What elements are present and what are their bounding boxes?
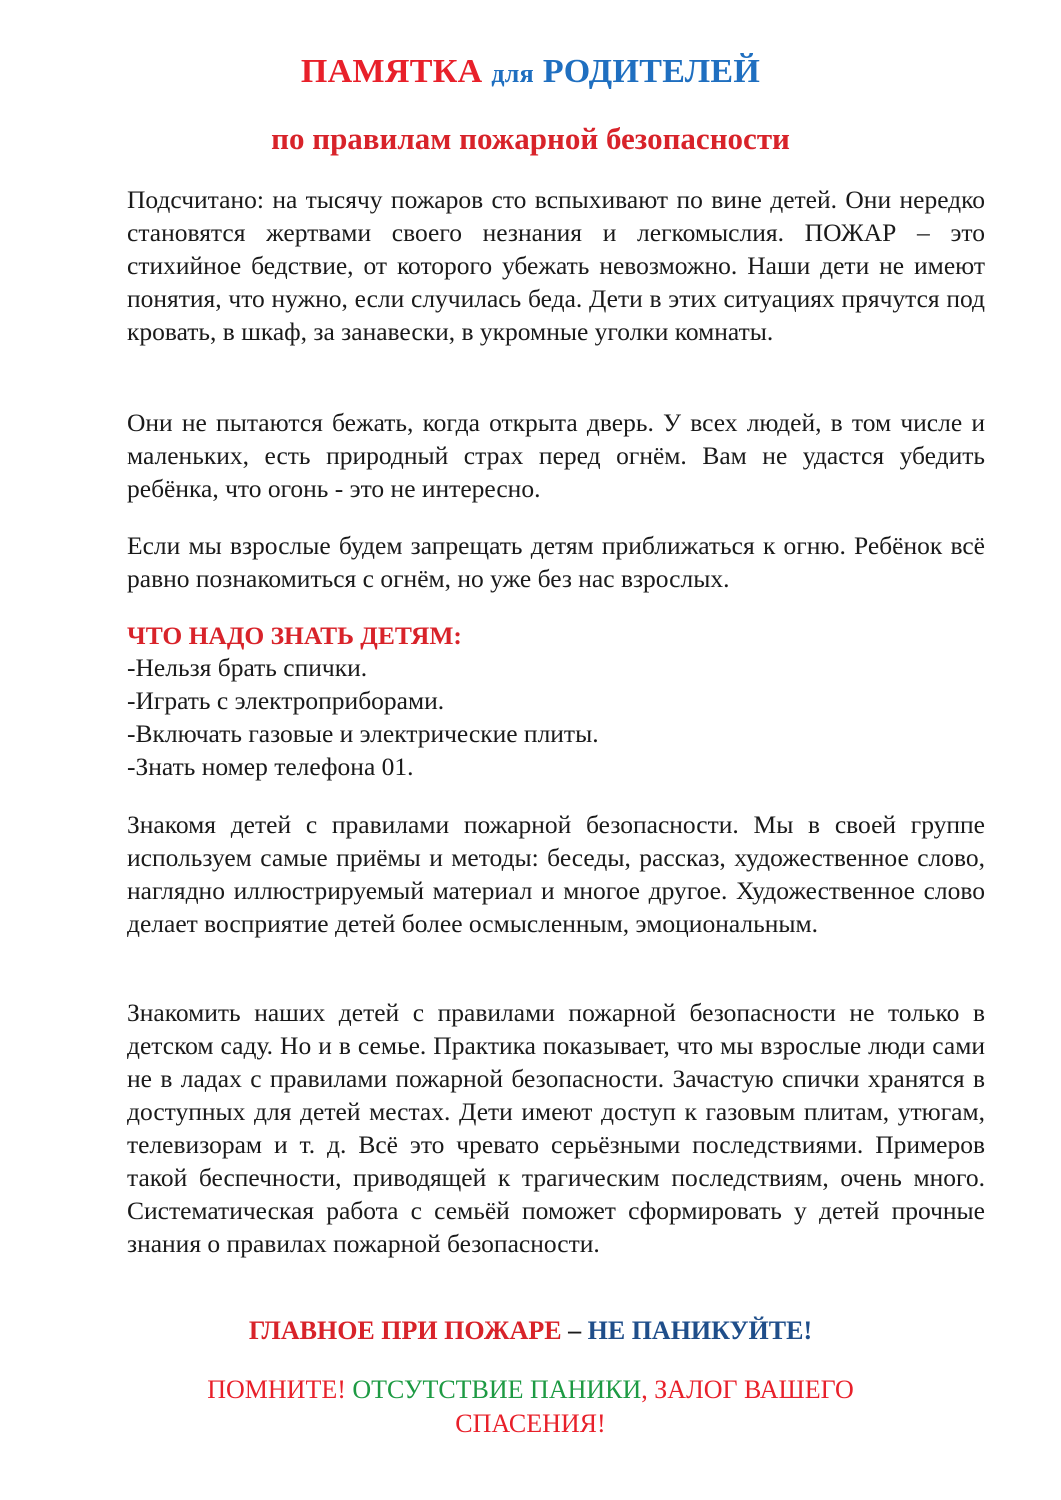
paragraph-prohibit: Если мы взрослые будем запрещать детям приближаться к огню. Ребёнок всё равно познакомиться с огнём, но уже без нас взрослых.	[127, 531, 985, 593]
remember-red-2: , ЗАЛОГ ВАШЕГО СПАСЕНИЯ!	[455, 1375, 854, 1438]
know-list	[127, 651, 599, 783]
main-rule	[0, 1314, 1061, 1348]
paragraph-methods: Знакомя детей с правилами пожарной безопасности. Мы в своей группе используем самые приёмы и методы: беседы, рассказ, художественное слово, наглядно иллюстрируемый материал и многое другое. Художественное слово делает восприятие детей более осмысленным, эмоциональным.	[127, 810, 985, 938]
title-word-dlya: для	[491, 59, 535, 88]
page-subtitle: по правилам пожарной безопасности	[271, 121, 790, 156]
page-title	[0, 52, 1061, 94]
list-item: -Нельзя брать спички.	[127, 653, 368, 682]
remember-red-1: ПОМНИТЕ!	[207, 1375, 353, 1404]
paragraph-fear: Они не пытаются бежать, когда открыта дверь. У всех людей, в том числе и маленьких, есть природный страх перед огнём. Вам не удастся убедить ребёнка, что огонь - это не интересно.	[127, 408, 985, 503]
main-rule-red: ГЛАВНОЕ ПРИ ПОЖАРЕ	[248, 1316, 562, 1345]
know-heading: ЧТО НАДО ЗНАТЬ ДЕТЯМ:	[127, 621, 462, 650]
list-item: -Знать номер телефона 01.	[127, 752, 414, 781]
paragraph-family: Знакомить наших детей с правилами пожарной безопасности не только в детском саду. Но и в семье. Практика показывает, что мы взрослые люди сами не в ладах с правилами пожарной безопасности. Зачастую спички хранятся в доступных для детей местах. Дети имеют доступ к газовым плитам, утюгам, телевизорам и т. д. Всё это чревато серьёзными последствиями. Примеров такой беспечности, приводящей к трагическим последствиям, очень много. Систематическая работа с семьёй поможет сформировать у детей прочные знания о правилах пожарной безопасности.	[127, 998, 985, 1258]
main-rule-dash: –	[561, 1316, 588, 1345]
title-word-roditeley: РОДИТЕЛЕЙ	[542, 53, 761, 90]
list-item: -Включать газовые и электрические плиты.	[127, 719, 599, 748]
remember-note	[190, 1373, 871, 1441]
main-rule-blue: НЕ ПАНИКУЙТЕ!	[587, 1316, 813, 1345]
paragraph-intro: Подсчитано: на тысячу пожаров сто вспыхивают по вине детей. Они нередко становятся жертвами своего незнания и легкомыслия. ПОЖАР – это стихийное бедствие, от которого убежать невозможно. Наши дети не имеют понятия, что нужно, если случилась беда. Дети в этих ситуациях прячутся под кровать, в шкаф, за занавески, в укромные уголки комнаты.	[127, 185, 985, 346]
remember-green: ОТСУТСТВИЕ ПАНИКИ	[352, 1375, 642, 1404]
title-word-pamyatka: ПАМЯТКА	[300, 53, 483, 90]
list-item: -Играть с электроприборами.	[127, 686, 445, 715]
